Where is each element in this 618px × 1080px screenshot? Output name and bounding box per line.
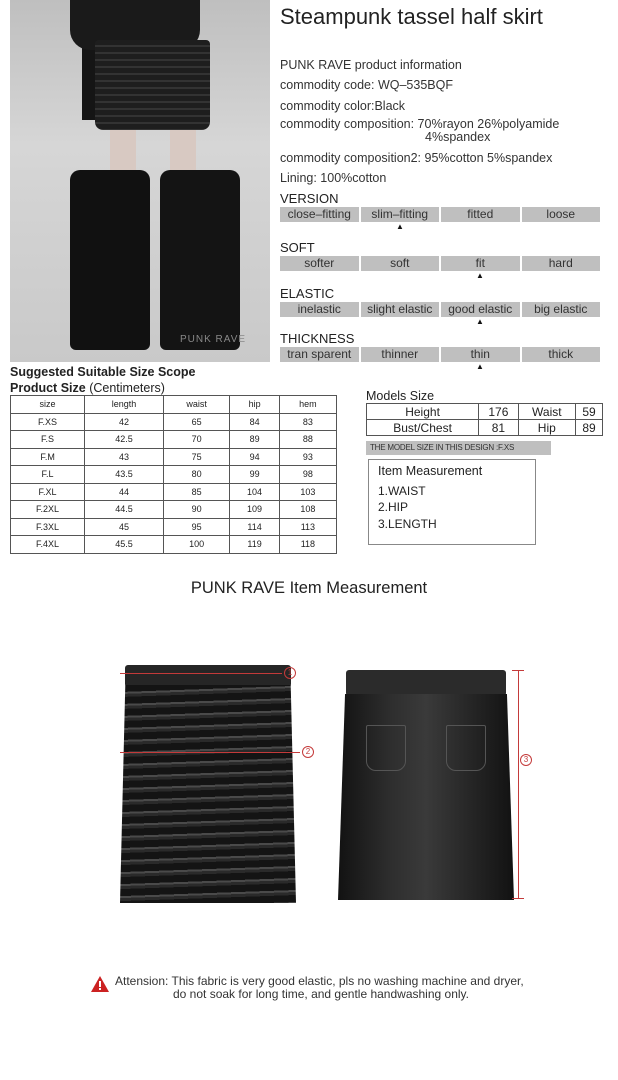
cell: F.S bbox=[11, 431, 85, 449]
cell: 75 bbox=[163, 448, 229, 466]
header-cell: hem bbox=[279, 396, 336, 414]
cell: 44 bbox=[85, 483, 164, 501]
cell: 100 bbox=[163, 536, 229, 554]
hip-line bbox=[120, 752, 300, 753]
header-cell: size bbox=[11, 396, 85, 414]
cell: Bust/Chest bbox=[367, 420, 479, 436]
cell: F.M bbox=[11, 448, 85, 466]
cell: 45.5 bbox=[85, 536, 164, 554]
scale-elastic bbox=[280, 286, 600, 327]
table-row bbox=[11, 413, 337, 431]
scale-option: thin bbox=[441, 347, 520, 362]
scale-option: fit bbox=[441, 256, 520, 271]
size-table bbox=[10, 395, 337, 554]
cell: 89 bbox=[230, 431, 279, 449]
scale-marks bbox=[280, 362, 600, 372]
cell: 98 bbox=[279, 466, 336, 484]
cell: 94 bbox=[230, 448, 279, 466]
cell: 80 bbox=[163, 466, 229, 484]
cell: 176 bbox=[479, 404, 518, 420]
commodity-color: commodity color:Black bbox=[280, 98, 406, 113]
cell: 89 bbox=[576, 420, 603, 436]
scale-option: fitted bbox=[441, 207, 520, 222]
models-size-table bbox=[366, 403, 603, 436]
cell: 65 bbox=[163, 413, 229, 431]
product-size-unit: (Centimeters) bbox=[89, 381, 165, 396]
scale-option: good elastic bbox=[441, 302, 520, 317]
cell: 43 bbox=[85, 448, 164, 466]
cell: F.XS bbox=[11, 413, 85, 431]
cell: 42 bbox=[85, 413, 164, 431]
cell: 108 bbox=[279, 501, 336, 519]
cell: F.2XL bbox=[11, 501, 85, 519]
scale-option: inelastic bbox=[280, 302, 359, 317]
cell: 103 bbox=[279, 483, 336, 501]
scale-label: VERSION bbox=[280, 191, 339, 206]
scale-option: thinner bbox=[361, 347, 440, 362]
cell: Hip bbox=[518, 420, 575, 436]
commodity-composition2: commodity composition2: 95%cotton 5%spandex bbox=[280, 151, 553, 165]
cell: 109 bbox=[230, 501, 279, 519]
cell: F.L bbox=[11, 466, 85, 484]
cell: 118 bbox=[279, 536, 336, 554]
cell: Waist bbox=[518, 404, 575, 420]
cell: 114 bbox=[230, 518, 279, 536]
marker-1: 1 bbox=[284, 667, 296, 679]
scale-marks bbox=[280, 317, 600, 327]
length-cap-top bbox=[512, 670, 524, 671]
cell: 90 bbox=[163, 501, 229, 519]
composition-text: commodity composition: 70%rayon 26%polyamide bbox=[280, 116, 560, 131]
measurement-item: 1.WAIST bbox=[378, 483, 426, 498]
commodity-composition bbox=[280, 118, 610, 144]
waist-line bbox=[120, 673, 282, 674]
scale-option: thick bbox=[522, 347, 601, 362]
scale-option: slim–fitting bbox=[361, 207, 440, 222]
table-row bbox=[11, 536, 337, 554]
table-row bbox=[11, 501, 337, 519]
composition-cont: 4%spandex bbox=[425, 129, 491, 144]
product-size-title: Product Size bbox=[10, 381, 86, 396]
length-cap-bottom bbox=[512, 898, 524, 899]
scale-version bbox=[280, 191, 600, 232]
skirt-back-image bbox=[338, 670, 514, 900]
header-cell: length bbox=[85, 396, 164, 414]
photo-watermark: PUNK RAVE bbox=[180, 334, 247, 345]
table-row bbox=[11, 518, 337, 536]
cell: 44.5 bbox=[85, 501, 164, 519]
measurement-item: 3.LENGTH bbox=[378, 517, 437, 532]
item-measurement-box bbox=[368, 459, 536, 545]
cell: 88 bbox=[279, 431, 336, 449]
product-title: Steampunk tassel half skirt bbox=[280, 4, 543, 29]
cell: F.4XL bbox=[11, 536, 85, 554]
product-photo bbox=[10, 0, 270, 362]
scale-option: big elastic bbox=[522, 302, 601, 317]
selected-marker-icon: ▲ bbox=[476, 317, 484, 326]
scale-label: THICKNESS bbox=[280, 331, 355, 346]
marker-2: 2 bbox=[302, 746, 314, 758]
marker-3: 3 bbox=[520, 754, 532, 766]
table-row bbox=[11, 483, 337, 501]
table-row bbox=[367, 404, 603, 420]
cell: 45 bbox=[85, 518, 164, 536]
scale-option: close–fitting bbox=[280, 207, 359, 222]
scale-label: SOFT bbox=[280, 240, 315, 255]
selected-marker-icon: ▲ bbox=[396, 222, 404, 231]
cell: 95 bbox=[163, 518, 229, 536]
table-row bbox=[11, 466, 337, 484]
warning-line-1: Attension: This fabric is very good elastic, pls no washing machine and dryer, bbox=[115, 974, 524, 988]
table-row bbox=[367, 420, 603, 436]
cell: 85 bbox=[163, 483, 229, 501]
size-section-heading bbox=[10, 364, 195, 397]
scale-soft bbox=[280, 240, 600, 281]
scale-option: slight elastic bbox=[361, 302, 440, 317]
measurement-item: 2.HIP bbox=[378, 500, 409, 515]
commodity-code: commodity code: WQ–535BQF bbox=[280, 78, 453, 93]
cell: 81 bbox=[479, 420, 518, 436]
table-row bbox=[11, 448, 337, 466]
scale-marks bbox=[280, 222, 600, 232]
cell: 84 bbox=[230, 413, 279, 431]
length-line bbox=[518, 670, 519, 898]
scale-option: soft bbox=[361, 256, 440, 271]
table-row bbox=[11, 431, 337, 449]
selected-marker-icon: ▲ bbox=[476, 362, 484, 371]
scale-marks bbox=[280, 271, 600, 281]
cell: 42.5 bbox=[85, 431, 164, 449]
scale-option: softer bbox=[280, 256, 359, 271]
model-design-note: THE MODEL SIZE IN THIS DESIGN :F.XS bbox=[366, 441, 551, 455]
cell: 43.5 bbox=[85, 466, 164, 484]
cell: F.XL bbox=[11, 483, 85, 501]
lining: Lining: 100%cotton bbox=[280, 171, 387, 186]
cell: 93 bbox=[279, 448, 336, 466]
size-table-header bbox=[11, 396, 337, 414]
scale-option: loose bbox=[522, 207, 601, 222]
cell: F.3XL bbox=[11, 518, 85, 536]
cell: 104 bbox=[230, 483, 279, 501]
product-info bbox=[280, 57, 610, 191]
scale-option: hard bbox=[522, 256, 601, 271]
header-cell: waist bbox=[163, 396, 229, 414]
cell: 99 bbox=[230, 466, 279, 484]
scale-option: tran sparent bbox=[280, 347, 359, 362]
suggest-title: Suggested Suitable Size Scope bbox=[10, 365, 196, 379]
item-measurement-title: Item Measurement bbox=[378, 464, 483, 478]
skirt-front-image bbox=[120, 665, 296, 905]
header-cell: hip bbox=[230, 396, 279, 414]
models-size-title: Models Size bbox=[366, 389, 435, 403]
warning-icon bbox=[90, 975, 110, 993]
cell: 70 bbox=[163, 431, 229, 449]
brand-info: PUNK RAVE product information bbox=[280, 58, 462, 72]
scale-thickness bbox=[280, 331, 600, 372]
warning-line-2: do not soak for long time, and gentle handwashing only. bbox=[173, 987, 469, 1001]
cell: 83 bbox=[279, 413, 336, 431]
cell: 113 bbox=[279, 518, 336, 536]
scale-label: ELASTIC bbox=[280, 286, 335, 301]
section-title: PUNK RAVE Item Measurement bbox=[190, 579, 428, 597]
cell: 119 bbox=[230, 536, 279, 554]
cell: 59 bbox=[576, 404, 603, 420]
selected-marker-icon: ▲ bbox=[476, 271, 484, 280]
cell: Height bbox=[367, 404, 479, 420]
